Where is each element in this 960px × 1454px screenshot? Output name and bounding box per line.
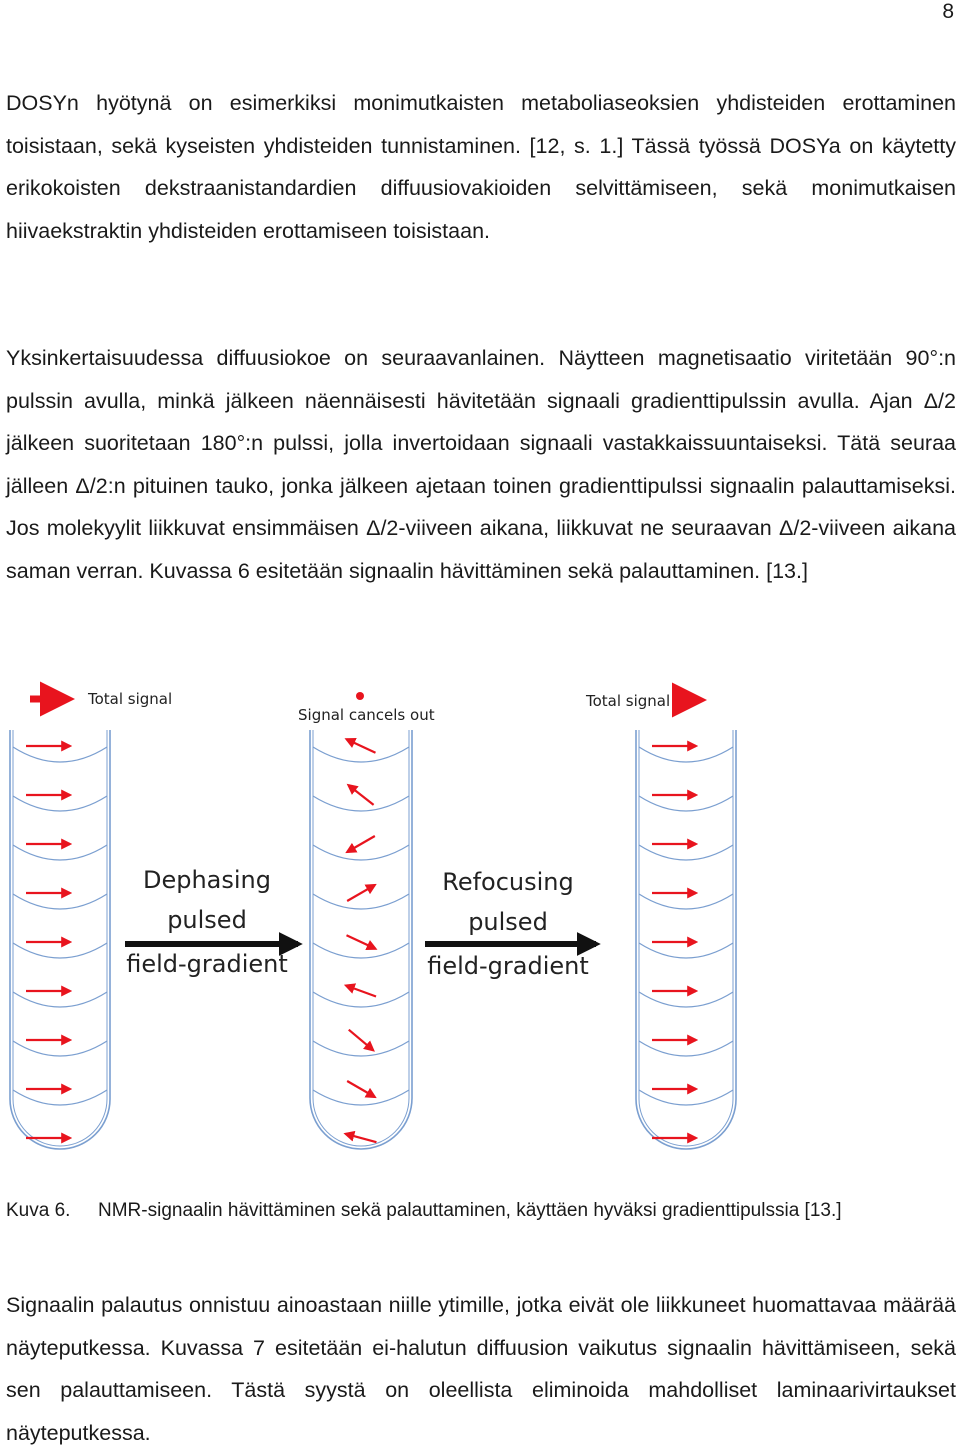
spin-arrow — [347, 885, 375, 901]
total-signal-right-label — [585, 692, 700, 710]
tube-slice — [639, 894, 733, 909]
spin-arrow — [346, 739, 375, 753]
caption-text: NMR-signaalin hävittäminen sekä palauttaminen, käyttäen hyväksi gradienttipulssia [13.] — [98, 1200, 842, 1221]
sample-tube-middle — [310, 730, 412, 1149]
tube-slice — [13, 796, 107, 811]
svg-text:Total signal: Total signal — [586, 692, 671, 710]
spin-arrow — [346, 986, 376, 997]
svg-text:Dephasing: Dephasing — [142, 866, 272, 894]
spin-arrow — [348, 785, 373, 805]
svg-text:pulsed: pulsed — [468, 908, 548, 936]
spin-arrow — [347, 836, 375, 852]
tube-slice — [639, 796, 733, 811]
svg-text:Signal cancels out: Signal cancels out — [298, 706, 435, 724]
sample-tube-left — [10, 730, 110, 1149]
tube-slice — [313, 894, 409, 909]
spin-arrow — [346, 935, 375, 949]
tube-slice — [313, 796, 409, 811]
svg-text:Refocusing: Refocusing — [442, 868, 574, 896]
paragraph-dosy-benefits: DOSYn hyötynä on esimerkiksi monimutkaisten metaboliaseoksien yhdisteiden erottaminen toisistaan, sekä kyseisten yhdisteiden tunnistaminen. [12, s. 1.] Tässä työssä DOSYa on käytetty erikokoisten dekstraanistandardien diffuusiovakioiden selvittämiseen, sekä monimutkaisen hiivaekstraktin yhdisteiden erottamiseen toisistaan. — [6, 91, 956, 243]
caption-label: Kuva 6. — [6, 1200, 71, 1221]
tube-slice — [313, 1090, 409, 1105]
tube-slice — [313, 1041, 409, 1056]
tube-slice — [13, 845, 107, 860]
paragraph-diffusion-experiment: Yksinkertaisuudessa diffuusiokoe on seuraavanlainen. Näytteen magnetisaatio viritetään 90°:n pulssin avulla, minkä jälkeen näennäisesti hävitetään signaali gradienttipulssin avulla. Ajan Δ/2 jälkeen suoritetaan 180°:n pulssi, jolla invertoidaan signaali vastakkaissuuntaiseksi. Tätä seuraa jälleen Δ/2:n pituinen tauko, jonka jälkeen ajetaan toinen gradienttipulssi signaalin palauttamiseksi. Jos molekyylit liikkuvat ensimmäisen Δ/2-viiveen aikana, liikkuvat ne seuraavan Δ/2-viiveen aikana saman verran. Kuvassa 6 esitetään signaalin hävittäminen sekä palauttaminen. [13.] — [6, 346, 956, 583]
tube-slice — [313, 747, 409, 762]
tube-slice — [639, 1090, 733, 1105]
spin-arrow — [346, 1134, 377, 1142]
tube-slice — [639, 845, 733, 860]
total-signal-left-label — [30, 690, 172, 708]
tube-slice — [639, 992, 733, 1007]
tube-slice — [313, 992, 409, 1007]
tube-slice — [313, 845, 409, 860]
tube-slice — [13, 1090, 107, 1105]
page-number: 8 — [942, 0, 954, 23]
spin-arrow — [347, 1081, 375, 1097]
svg-text:pulsed: pulsed — [167, 906, 247, 934]
svg-text:Total signal: Total signal — [88, 690, 173, 708]
tube-slice — [639, 1041, 733, 1056]
tube-slice — [639, 943, 733, 958]
tube-slice — [13, 943, 107, 958]
tube-slice — [13, 747, 107, 762]
svg-text:field-gradient: field-gradient — [427, 952, 589, 980]
svg-text:field-gradient: field-gradient — [126, 950, 288, 978]
tube-slice — [13, 894, 107, 909]
figure-gradient-diagram — [0, 672, 960, 1172]
tube-slice — [13, 1041, 107, 1056]
signal-dot — [356, 692, 364, 700]
refocusing-label — [427, 868, 589, 980]
tube-slice — [13, 992, 107, 1007]
dephasing-label — [126, 866, 288, 978]
sample-tube-right — [636, 730, 736, 1149]
tube-slice — [639, 747, 733, 762]
tube-slice — [313, 943, 409, 958]
signal-cancels-label — [298, 692, 435, 724]
spin-arrow — [349, 1030, 374, 1051]
paragraph-signal-recovery: Signaalin palautus onnistuu ainoastaan niille ytimille, jotka eivät ole liikkuneet huomattavaa määrää näyteputkessa. Kuvassa 7 esitetään ei-halutun diffuusion vaikutus signaalin hävittämiseen, sekä sen palauttamiseen. Tästä syystä on oleellista eliminoida mahdolliset laminaarivirtaukset näyteputkessa. — [6, 1293, 956, 1445]
